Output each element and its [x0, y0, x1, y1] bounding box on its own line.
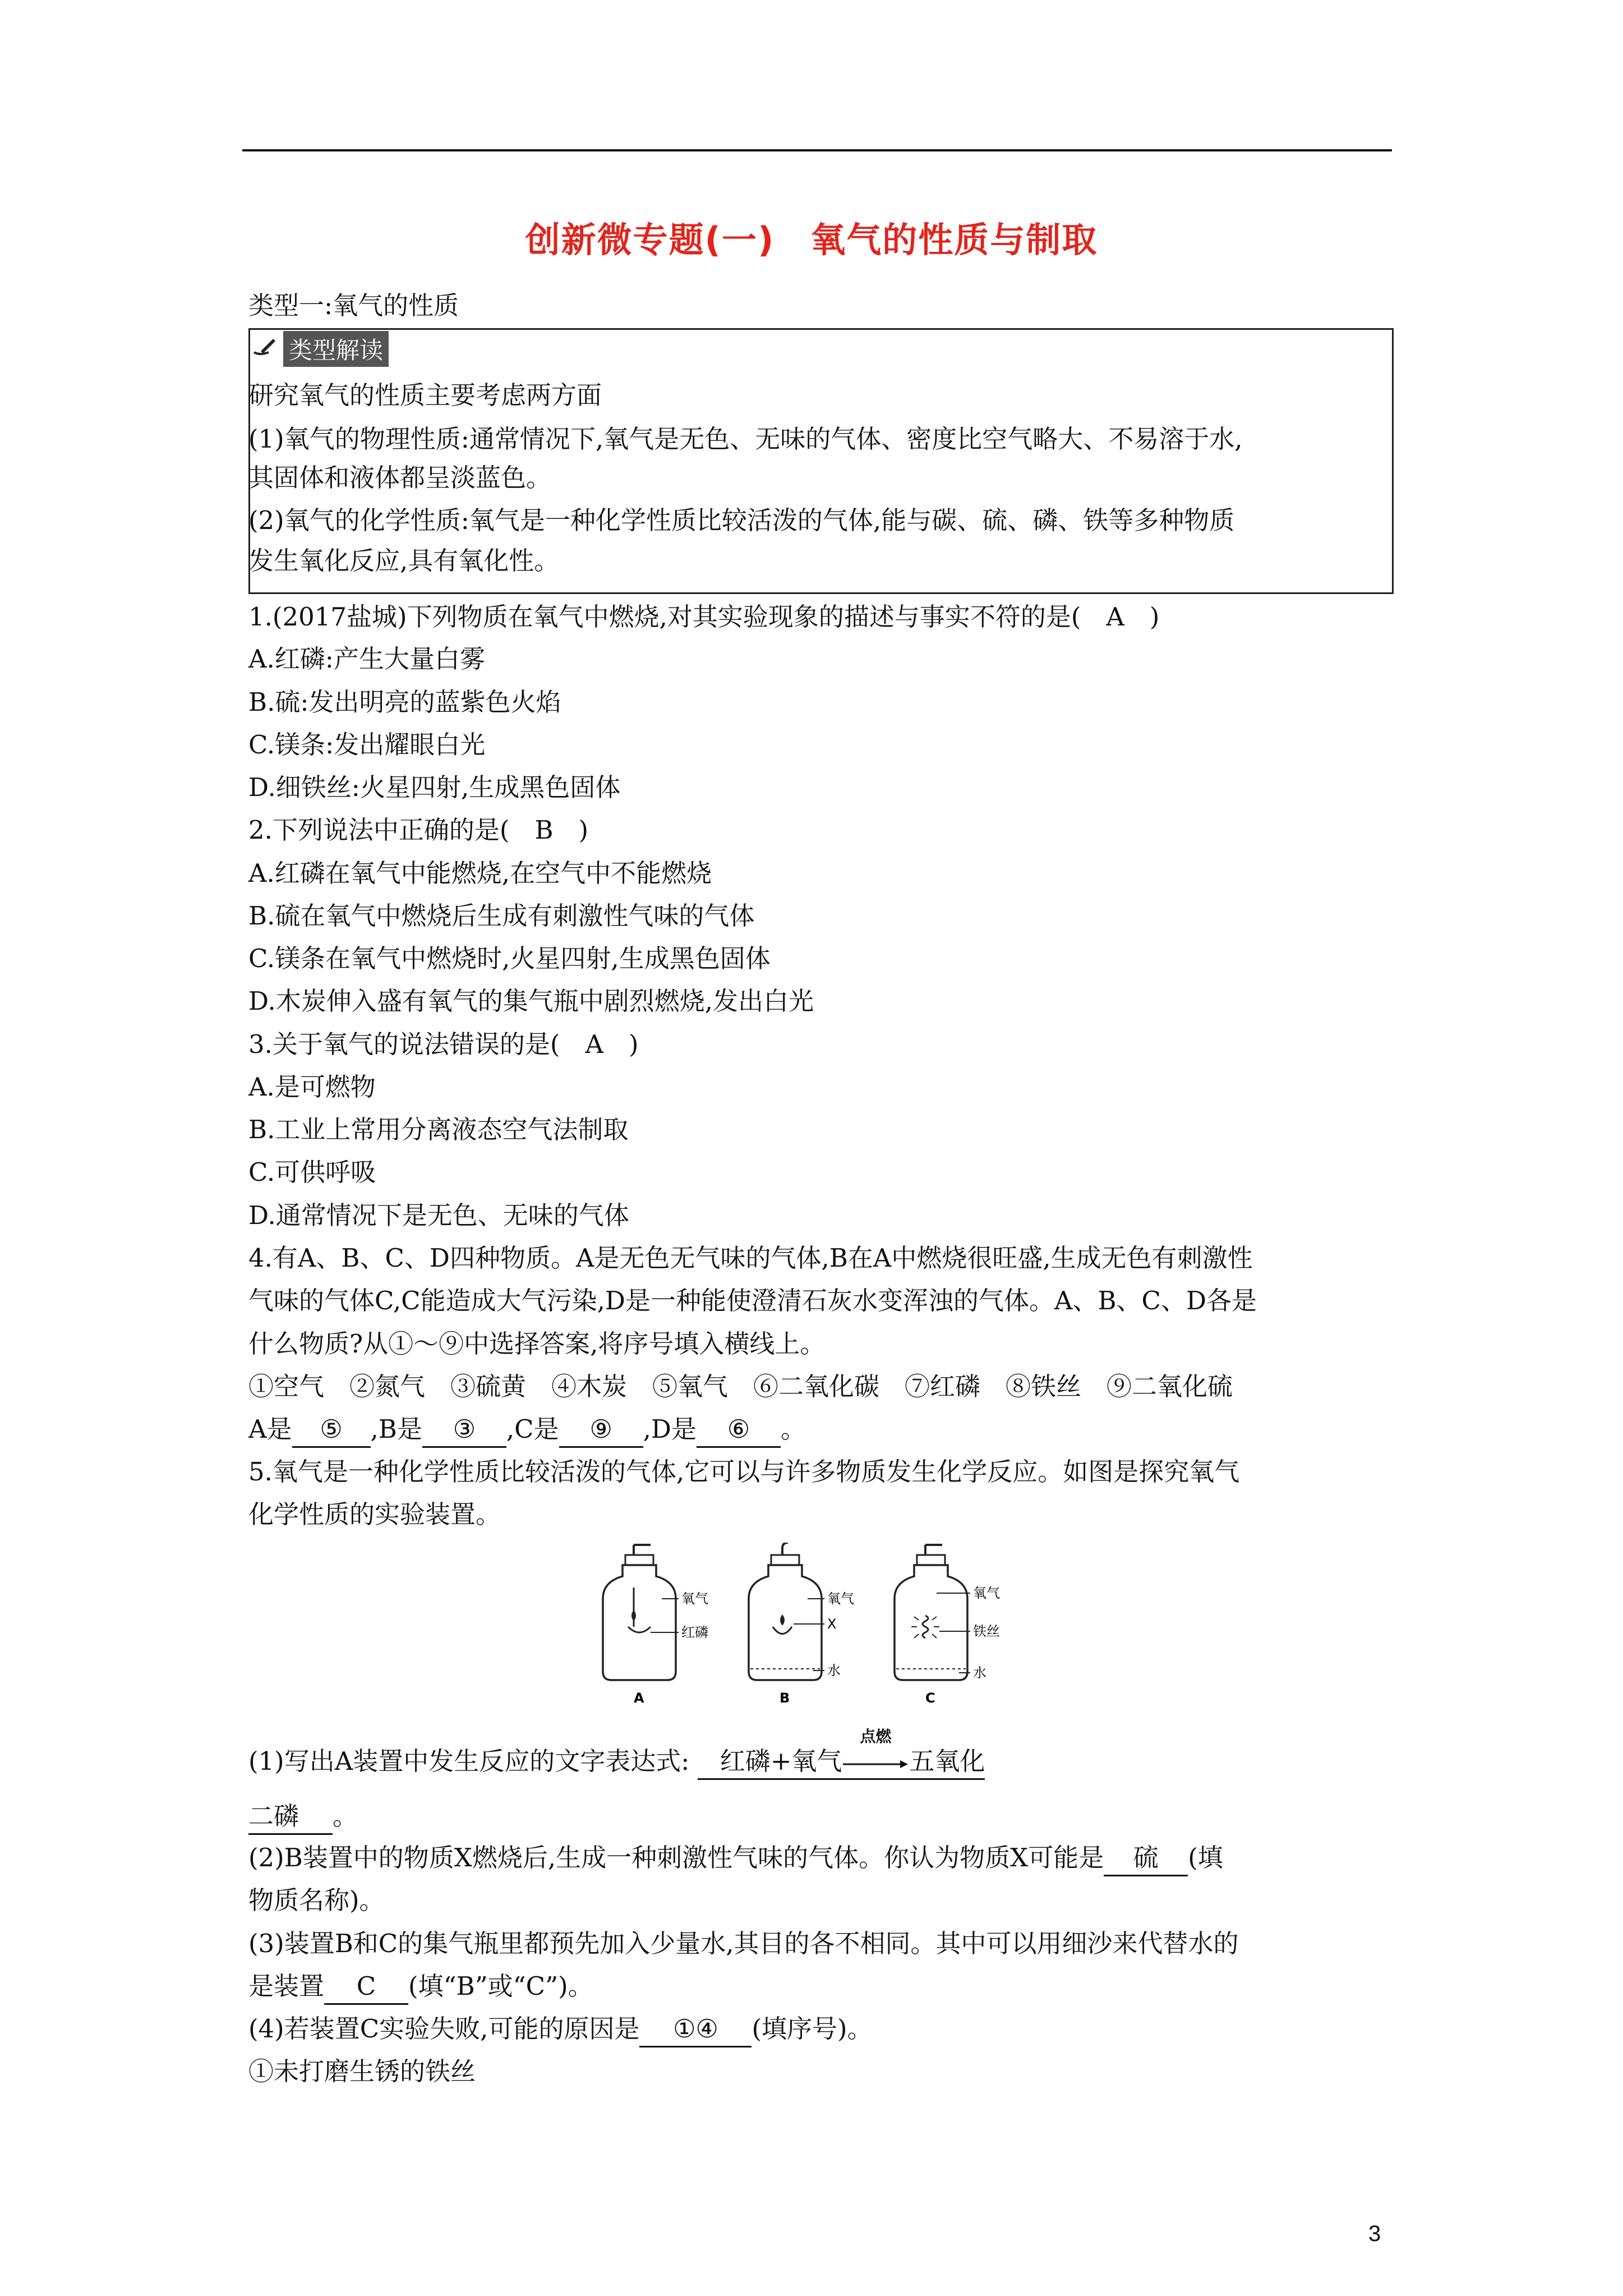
- q5-sub4: [248, 2012, 873, 2047]
- sub1-answer: 红磷+氧气: [720, 1746, 842, 1776]
- q4-line: 4.有A、B、C、D四种物质。A是无色无气味的气体,B在A中燃烧很旺盛,生成无色有刺激性: [248, 1243, 1253, 1273]
- q1-option: A.红磷:产生大量白雾: [248, 644, 485, 674]
- badge: [248, 331, 389, 366]
- type-heading: 类型一:氧气的性质: [248, 291, 459, 320]
- jar-b-top-label: 氧气: [827, 1591, 854, 1607]
- q1-option: B.硫:发出明亮的蓝紫色火焰: [248, 687, 561, 717]
- q5-sub3-line2: [248, 1970, 593, 2005]
- q2-option: B.硫在氧气中燃烧后生成有刺激性气味的气体: [248, 901, 755, 931]
- q3-option: A.是可燃物: [248, 1072, 376, 1102]
- box-line-3: 其固体和液体都呈淡蓝色。: [248, 463, 552, 493]
- badge-label: 类型解读: [283, 331, 389, 367]
- reaction-condition: 点燃: [860, 1727, 892, 1746]
- q1-option: D.细铁丝:火星四射,生成黑色固体: [248, 772, 621, 802]
- answer-prefix: ,B是: [370, 1414, 422, 1444]
- q2-option: A.红磷在氧气中能燃烧,在空气中不能燃烧: [248, 858, 712, 888]
- jar-b-bottom-label: 水: [827, 1663, 841, 1678]
- header-rule: [242, 149, 1392, 151]
- q2-option: D.木炭伸入盛有氧气的集气瓶中剧烈燃烧,发出白光: [248, 986, 814, 1016]
- answer-blank-a: ⑤: [292, 1412, 371, 1448]
- sub1-answer-blank: [698, 1727, 985, 1780]
- jar-c-bottom-label: 水: [973, 1665, 986, 1681]
- jar-c-label: C: [925, 1690, 935, 1706]
- q3-stem: 3.关于氧气的说法错误的是( A ): [248, 1029, 639, 1059]
- box-line-2: (1)氧气的物理性质:通常情况下,氧气是无色、无味的气体、密度比空气略大、不易溶于水,: [248, 424, 1243, 454]
- q5-sub2-cont: 物质名称)。: [248, 1885, 385, 1915]
- sub3-prefix: 是装置: [248, 1971, 325, 2001]
- jar-b: [749, 1543, 854, 1706]
- sub1-end: 。: [333, 1801, 358, 1831]
- jar-b-label: B: [780, 1690, 790, 1706]
- sub4-prefix: (4)若装置C实验失败,可能的原因是: [248, 2014, 640, 2044]
- answer-prefix: ,C是: [506, 1414, 559, 1444]
- q3-option: D.通常情况下是无色、无味的气体: [248, 1200, 629, 1230]
- answer-blank-b: ③: [422, 1412, 506, 1448]
- sub3-answer: C: [324, 1970, 408, 2005]
- q4-options: ①空气 ②氮气 ③硫黄 ④木炭 ⑤氧气 ⑥二氧化碳 ⑦红磷 ⑧铁丝 ⑨二氧化硫: [248, 1372, 1233, 1401]
- jar-c-mid-label: 铁丝: [973, 1623, 1000, 1639]
- q3-option: C.可供呼吸: [248, 1157, 376, 1187]
- box-line-5: 发生氧化反应,具有氧化性。: [248, 546, 560, 576]
- q4-line: 什么物质?从①～⑨中选择答案,将序号填入横线上。: [248, 1329, 826, 1359]
- box-line-4: (2)氧气的化学性质:氧气是一种化学性质比较活泼的气体,能与碳、硫、磷、铁等多种物质: [248, 505, 1235, 535]
- arrow-icon: [842, 1759, 909, 1770]
- q5-sub3-line1: (3)装置B和C的集气瓶里都预先加入少量水,其目的各不相同。其中可以用细沙来代替水的: [248, 1929, 1239, 1958]
- sub2-text: (2)B装置中的物质X燃烧后,生成一种刺激性气味的气体。你认为物质X可能是: [248, 1843, 1104, 1872]
- q5-line: 5.氧气是一种化学性质比较活泼的气体,它可以与许多物质发生化学反应。如图是探究氧气: [248, 1457, 1240, 1487]
- sub2-end: (填: [1188, 1843, 1223, 1872]
- q1-stem: 1.(2017盐城)下列物质在氧气中燃烧,对其实验现象的描述与事实不符的是( A ): [248, 602, 1160, 632]
- q1-option: C.镁条:发出耀眼白光: [248, 730, 486, 760]
- q3-option: B.工业上常用分离液态空气法制取: [248, 1115, 629, 1144]
- jar-a-top-label: 氧气: [681, 1591, 708, 1607]
- reaction-arrow: [842, 1727, 909, 1778]
- answer-blank-d: ⑥: [697, 1412, 781, 1448]
- sub4-answer: ①④: [639, 2012, 751, 2047]
- jar-a-bottom-label: 红磷: [681, 1625, 708, 1640]
- q4-line: 气味的气体C,C能造成大气污染,D是一种能使澄清石灰水变浑浊的气体。A、B、C、D各是: [248, 1286, 1257, 1315]
- box-line-1: 研究氧气的性质主要考虑两方面: [248, 380, 602, 410]
- q5-line: 化学性质的实验装置。: [248, 1499, 501, 1529]
- sub2-answer: 硫: [1104, 1841, 1188, 1876]
- q5-sub2: [248, 1841, 1223, 1876]
- sub3-end: (填“B”或“C”)。: [408, 1971, 593, 2001]
- q5-sub1: [248, 1727, 985, 1780]
- q5-sub1-cont: [248, 1800, 358, 1835]
- sub1-answer-tail: 五氧化: [909, 1746, 985, 1776]
- jar-b-mid-label: X: [827, 1616, 837, 1632]
- pen-icon: [252, 335, 278, 358]
- answer-end: 。: [781, 1414, 806, 1444]
- answer-prefix: ,D是: [643, 1414, 697, 1444]
- jar-a-label: A: [634, 1690, 644, 1706]
- jar-c: [895, 1545, 1000, 1706]
- sub4-end: (填序号)。: [751, 2014, 873, 2044]
- sub1-cont: 二磷: [248, 1800, 333, 1835]
- q4-answers: [248, 1412, 806, 1448]
- q2-option: C.镁条在氧气中燃烧时,火星四射,生成黑色固体: [248, 944, 771, 973]
- q5-sub4-option: ①未打磨生锈的铁丝: [248, 2056, 476, 2086]
- answer-blank-c: ⑨: [559, 1412, 643, 1448]
- answer-prefix: A是: [248, 1414, 292, 1444]
- jar-a: [603, 1545, 708, 1706]
- q2-stem: 2.下列说法中正确的是( B ): [248, 815, 589, 845]
- jar-c-top-label: 氧气: [973, 1585, 1000, 1601]
- apparatus-figure: [600, 1543, 1038, 1711]
- page-title: 创新微专题(一) 氧气的性质与制取: [525, 219, 1098, 260]
- sub1-prefix: (1)写出A装置中发生反应的文字表达式:: [248, 1746, 690, 1776]
- page-number: 3: [1368, 2221, 1381, 2246]
